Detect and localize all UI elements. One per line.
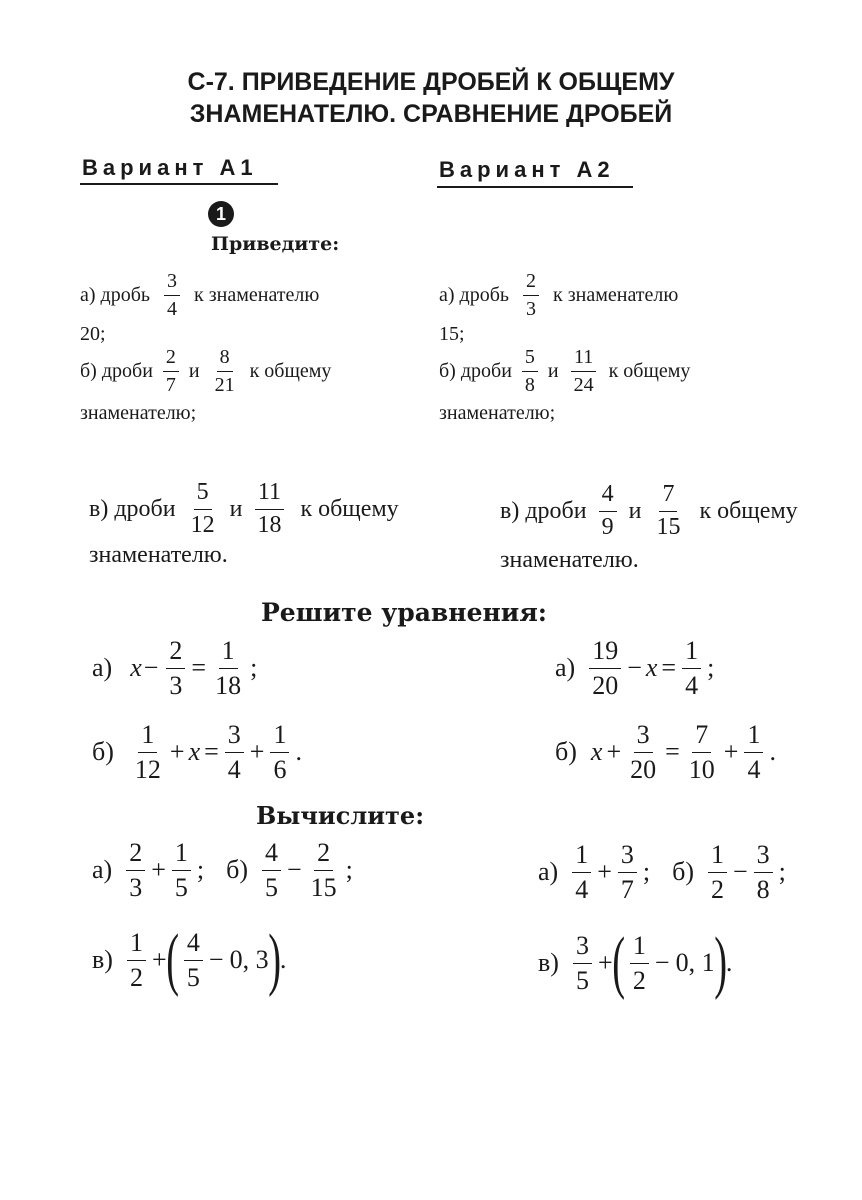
fraction: $\frac{5}{12}$ — [190, 479, 215, 538]
item-label: а) — [555, 653, 576, 683]
punctuation: . — [295, 737, 302, 767]
left-parenthesis: ( — [611, 924, 625, 1001]
item-text: к общему — [699, 497, 798, 524]
punctuation: ; — [345, 855, 353, 885]
operator: − — [287, 855, 302, 885]
fraction: $\frac{2}{3}$ — [126, 838, 145, 903]
item-label: в) — [92, 945, 113, 974]
fraction: $\frac{1}{2}$ — [708, 840, 727, 905]
page-title — [0, 66, 862, 130]
item-label: в) — [538, 948, 559, 977]
right-parenthesis: ) — [267, 921, 281, 998]
item-label: а) дробь — [80, 284, 151, 306]
operator: + — [723, 737, 739, 767]
task1-v2-b — [439, 346, 690, 397]
item-text: к общему — [608, 360, 691, 382]
punctuation: ; — [196, 855, 205, 885]
decimal-value: 0, 1 — [675, 948, 715, 977]
fraction: $\frac{4}{5}$ — [262, 838, 281, 903]
task1-v1-a — [80, 270, 319, 321]
task1-v1-b-cont: знаменателю; — [80, 402, 197, 424]
task2-v2-b — [555, 720, 776, 785]
fraction: $\frac{3}{5}$ — [573, 931, 592, 996]
item-label: б) — [226, 855, 248, 885]
operator: + — [151, 855, 166, 885]
fraction: $\frac{1}{18}$ — [215, 636, 242, 700]
punctuation: . — [769, 737, 776, 767]
title-line-1: С-7. ПРИВЕДЕНИЕ ДРОБЕЙ К ОБЩЕМУ — [187, 68, 675, 96]
punctuation: ; — [642, 857, 651, 887]
fraction: $\frac{2}{15}$ — [310, 838, 337, 902]
fraction: $\frac{8}{21}$ — [214, 346, 235, 396]
item-label: б) — [555, 737, 577, 767]
item-label: б) — [672, 857, 694, 887]
variant-a1-header: Вариант А1 — [82, 155, 258, 180]
item-label: а) — [538, 857, 559, 887]
conjunction: и — [547, 360, 559, 382]
operator: − — [627, 653, 642, 683]
operator: = — [204, 737, 219, 767]
operator: + — [606, 737, 622, 767]
fraction: $\frac{3}{8}$ — [754, 840, 773, 905]
variable-x: x — [590, 737, 603, 767]
task1-v1-c — [89, 479, 399, 539]
fraction: $\frac{19}{20}$ — [589, 636, 621, 701]
operator: + — [169, 737, 185, 767]
fraction: $\frac{3}{20}$ — [630, 720, 657, 784]
fraction: $\frac{7}{10}$ — [688, 720, 715, 784]
fraction: $\frac{1}{4}$ — [682, 636, 701, 701]
fraction: $\frac{3}{4}$ — [225, 720, 244, 785]
operator: + — [597, 857, 612, 887]
item-label: а) дробь — [439, 284, 510, 306]
operator: − — [654, 948, 670, 977]
operator: = — [191, 653, 207, 683]
right-parenthesis: ) — [713, 924, 727, 1001]
variant-a1-underline — [80, 183, 278, 185]
decimal-value: 0, 3 — [229, 945, 269, 974]
fraction: $\frac{1}{2}$ — [630, 931, 649, 996]
operator: + — [151, 945, 167, 974]
item-label: а) — [92, 653, 113, 683]
fraction: $\frac{1}{4}$ — [572, 840, 591, 905]
item-label: б) дроби — [80, 360, 153, 382]
operator: = — [661, 653, 677, 683]
variable-x: x — [130, 653, 142, 683]
item-text: к знаменателю — [194, 284, 320, 306]
fraction: $\frac{5}{8}$ — [522, 346, 538, 397]
fraction: $\frac{1}{5}$ — [172, 838, 191, 903]
task1-v2-b-cont: знаменателю; — [439, 402, 556, 424]
task1-v2-c — [500, 481, 798, 541]
fraction: $\frac{2}{3}$ — [166, 636, 185, 701]
variable-x: x — [188, 737, 201, 767]
task3-v1-c — [92, 921, 287, 998]
item-label: б) дроби — [439, 360, 512, 382]
item-label: а) — [92, 855, 113, 885]
conjunction: и — [229, 495, 243, 522]
punctuation: ; — [250, 653, 258, 683]
fraction: $\frac{4}{9}$ — [599, 481, 617, 541]
task-number-badge: 1 — [208, 201, 234, 227]
fraction: $\frac{1}{12}$ — [134, 720, 161, 784]
fraction: $\frac{3}{7}$ — [618, 840, 637, 905]
punctuation: ; — [778, 857, 786, 887]
operator: − — [208, 945, 224, 974]
operator: − — [143, 653, 159, 683]
fraction: $\frac{2}{7}$ — [163, 346, 179, 397]
operator: + — [249, 737, 265, 767]
title-line-2: ЗНАМЕНАТЕЛЮ. СРАВНЕНИЕ ДРОБЕЙ — [189, 100, 673, 128]
operator: + — [597, 948, 613, 977]
item-label: в) дроби — [89, 495, 176, 522]
task1-heading: Приведите: — [211, 233, 340, 255]
fraction: $\frac{3}{4}$ — [164, 270, 180, 321]
task3-v2-ab — [538, 840, 786, 905]
fraction: $\frac{2}{3}$ — [523, 270, 539, 321]
task3-v2-c — [538, 924, 733, 1001]
operator: − — [733, 857, 748, 887]
fraction: $\frac{1}{2}$ — [127, 928, 146, 993]
punctuation: ; — [707, 653, 715, 683]
task2-v2-a — [555, 636, 714, 701]
task1-v1-c-cont: знаменателю. — [89, 542, 228, 568]
task3-v1-ab — [92, 838, 353, 903]
item-text: к общему — [300, 495, 399, 522]
variant-a2-header: Вариант А2 — [439, 157, 615, 182]
task2-heading: Решите уравнения: — [261, 598, 548, 627]
fraction: $\frac{7}{15}$ — [656, 481, 681, 540]
conjunction: и — [188, 360, 200, 382]
task2-v1-b — [92, 720, 302, 785]
punctuation: . — [725, 948, 733, 977]
conjunction: и — [628, 497, 642, 524]
fraction: $\frac{11}{18}$ — [254, 479, 284, 539]
item-text: к знаменателю — [553, 284, 679, 306]
fraction: $\frac{11}{24}$ — [571, 346, 597, 397]
task1-v1-a-cont: 20; — [80, 323, 106, 345]
fraction: $\frac{1}{6}$ — [270, 720, 289, 785]
task1-v2-a — [439, 270, 678, 321]
punctuation: . — [279, 945, 287, 974]
task1-v2-a-cont: 15; — [439, 323, 465, 345]
item-text: к общему — [249, 360, 332, 382]
task1-v2-c-cont: знаменателю. — [500, 547, 639, 573]
item-label: в) дроби — [500, 497, 587, 524]
operator: = — [665, 737, 680, 767]
variant-a2-underline — [437, 186, 633, 188]
task2-v1-a — [92, 636, 257, 701]
task3-heading: Вычислите: — [256, 801, 425, 830]
fraction: $\frac{4}{5}$ — [184, 928, 203, 993]
variable-x: x — [645, 653, 658, 683]
item-label: б) — [92, 737, 114, 767]
left-parenthesis: ( — [165, 921, 179, 998]
task1-v1-b — [80, 346, 331, 397]
fraction: $\frac{1}{4}$ — [744, 720, 763, 785]
